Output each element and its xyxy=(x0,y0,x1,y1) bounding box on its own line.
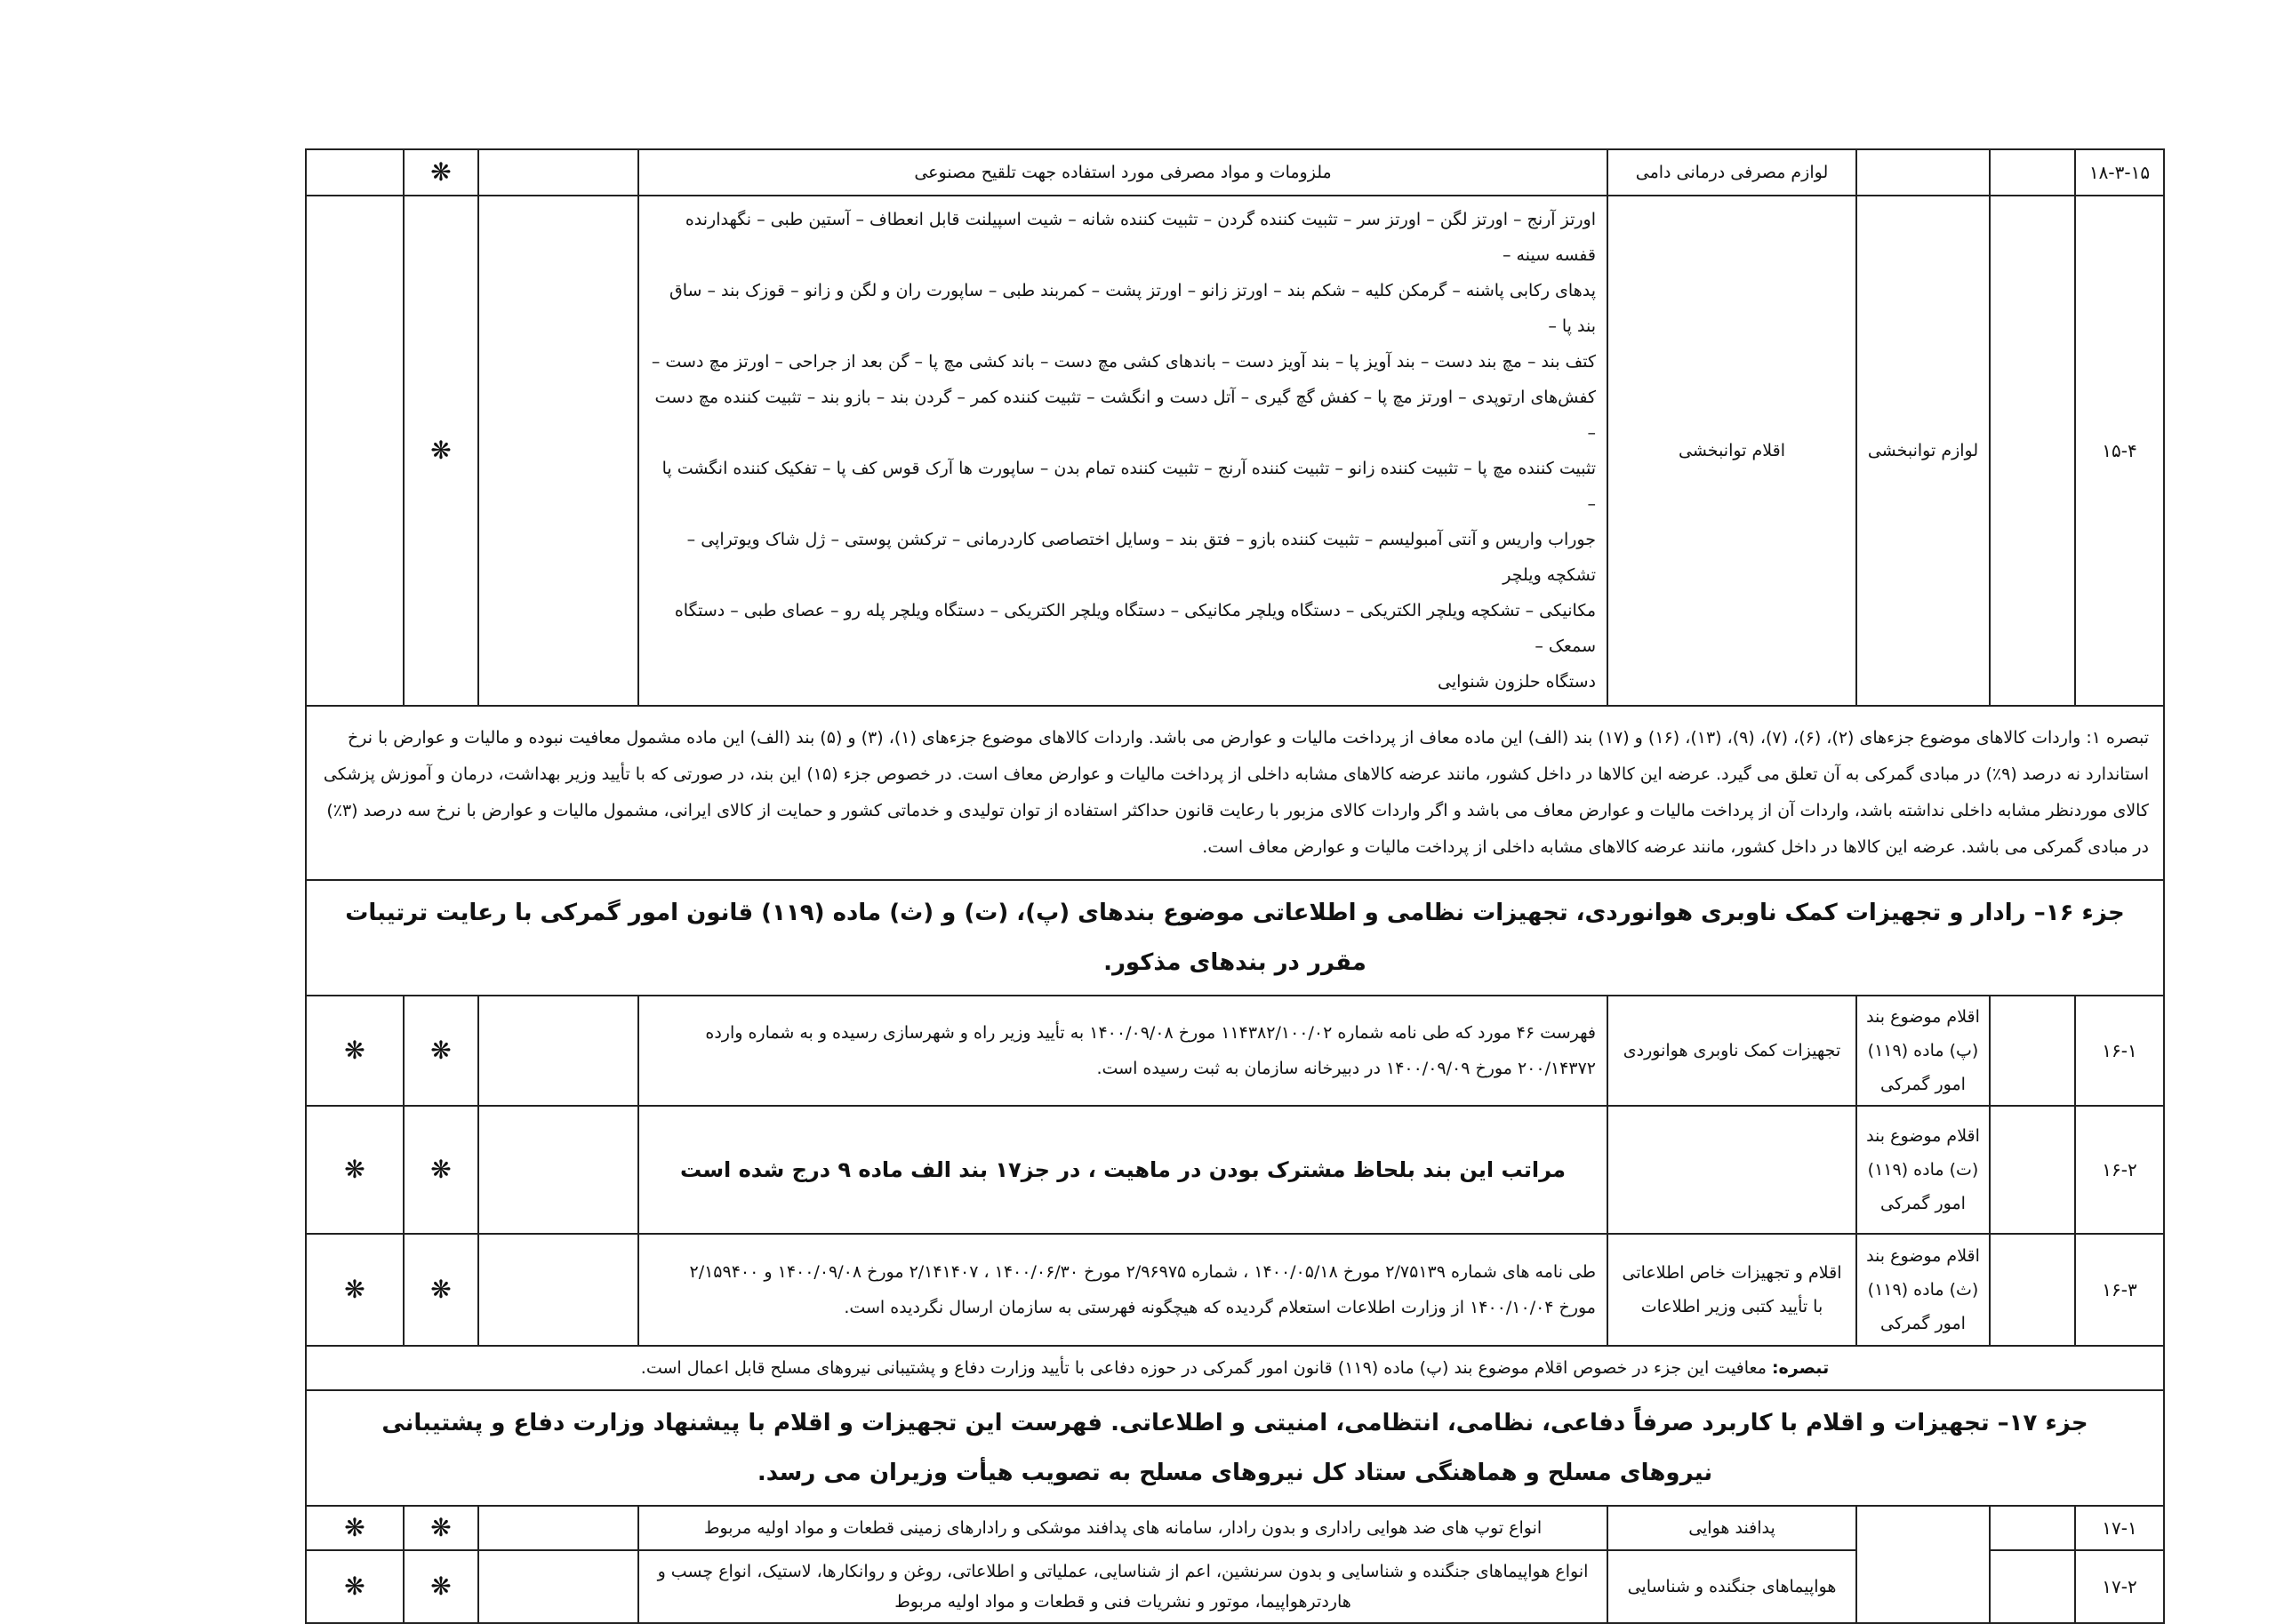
asterisk-mark-icon: ❋ xyxy=(306,1550,404,1623)
note-label: تبصره: xyxy=(1771,1358,1830,1378)
item-description: انواع هواپیماهای جنگنده و شناسایی و بدون سرنشین، اعم از شناسایی، عملیاتی و اطلاعاتی، روغن و روانکارها، لاستیک، انواع چسب و هاردترهواپیما، موتور و نشریات فنی و قطعات و مواد اولیه مربوط xyxy=(638,1550,1607,1623)
item-name: لوازم مصرفی درمانی دامی xyxy=(1607,149,1856,196)
item-group: اقلام موضوع بند (ث) ماده (۱۱۹) امور گمرکی xyxy=(1856,1234,1990,1346)
item-code: ۱۸-۳-۱۵ xyxy=(2075,149,2164,196)
note-text: معافیت این جزء در خصوص اقلام موضوع بند (پ) ماده (۱۱۹) قانون امور گمرکی در حوزه دفاعی با تأیید وزارت دفاع و پشتیبانی نیروهای مسلح قابل اعمال است. xyxy=(640,1358,1767,1378)
empty-cell xyxy=(1990,149,2075,196)
item-group: اقلام موضوع بند (پ) ماده (۱۱۹) امور گمرکی xyxy=(1856,996,1990,1106)
empty-cell xyxy=(478,1234,638,1346)
empty-cell xyxy=(1990,1506,2075,1550)
empty-cell xyxy=(1990,1550,2075,1623)
empty-cell xyxy=(306,196,404,706)
description-line: کفش‌های ارتوپدی – اورتز مچ پا – کفش گچ گیری – آتل دست و انگشت – تثبیت کننده کمر – گردن بند – بازو بند – تثبیت کننده مچ دست – xyxy=(654,388,1596,443)
item-group: لوازم توانبخشی xyxy=(1856,196,1990,706)
description-line: جوراب واریس و آنتی آمبولیسم – تثبیت کننده بازو – فتق بند – وسایل اختصاصی کاردرمانی – ترکشن پوستی – ژل شاک ویوتراپی – تشکچه ویلچر xyxy=(686,530,1596,585)
item-description: طی نامه های شماره ۲/۷۵۱۳۹ مورخ ۱۴۰۰/۰۵/۱۸ ، شماره ۲/۹۶۹۷۵ مورخ ۱۴۰۰/۰۶/۳۰ ، ۲/۱۴۱۴۰۷ مورخ ۱۴۰۰/۰۹/۰۸ و ۲/۱۵۹۴۰۰ مورخ ۱۴۰۰/۱۰/۰۴ از وزارت اطلاعات استعلام گردیده که هیچگونه فهرستی به سازمان ارسال نگردیده است. xyxy=(638,1234,1607,1346)
empty-cell xyxy=(1990,1234,2075,1346)
empty-cell xyxy=(478,196,638,706)
asterisk-mark-icon: ❋ xyxy=(404,1106,478,1234)
item-name: پدافند هوایی xyxy=(1607,1506,1856,1550)
description-line: تثبیت کننده مچ پا – تثبیت کننده زانو – تثبیت کننده آرنج – تثبیت کننده تمام بدن – ساپورت ها آرک قوس کف پا – تفکیک کننده انگشت پا – xyxy=(661,459,1596,514)
asterisk-mark-icon: ❋ xyxy=(306,1506,404,1550)
empty-cell xyxy=(478,996,638,1106)
description-line: کتف بند – مچ بند دست – بند آویز پا – بند آویز دست – باندهای کشی مچ دست – باند کشی مچ پا – گن بعد از جراحی – اورتز مچ دست – xyxy=(651,352,1596,372)
asterisk-mark-icon: ❋ xyxy=(404,196,478,706)
table-row xyxy=(306,149,2164,196)
item-code: ۱۶-۱ xyxy=(2075,996,2164,1106)
item-code: ۱۷-۱ xyxy=(2075,1506,2164,1550)
item-code: ۱۶-۲ xyxy=(2075,1106,2164,1234)
description-line: مکانیکی – تشکچه ویلچر الکتریکی – دستگاه ویلچر مکانیکی – دستگاه ویلچر الکتریکی – دستگاه ویلچر پله رو – عصای طبی – دستگاه سمعک – xyxy=(674,601,1596,656)
asterisk-mark-icon: ❋ xyxy=(306,1106,404,1234)
document-page xyxy=(305,148,2163,1624)
asterisk-mark-icon: ❋ xyxy=(404,1234,478,1346)
item-description: فهرست ۴۶ مورد که طی نامه شماره ۱۱۴۳۸۲/۱۰۰/۰۲ مورخ ۱۴۰۰/۰۹/۰۸ به تأیید وزیر راه و شهرسازی رسیده و به شماره وارده ۲۰۰/۱۴۳۷۲ مورخ ۱۴۰۰/۰۹/۰۹ در دبیرخانه سازمان به ثبت رسیده است. xyxy=(638,996,1607,1106)
description-line: دستگاه حلزون شنوایی xyxy=(1438,672,1596,692)
description-line: اورتز آرنج – اورتز لگن – اورتز سر – تثبیت کننده گردن – تثبیت کننده شانه – شیت اسپیلنت قابل انعطاف – آستین طبی – نگهدارنده قفسه سینه – xyxy=(685,210,1596,265)
table-row xyxy=(306,1390,2164,1506)
item-name: اقلام و تجهیزات خاص اطلاعاتی با تأیید کتبی وزیر اطلاعات xyxy=(1607,1234,1856,1346)
item-description: ملزومات و مواد مصرفی مورد استفاده جهت تلقیح مصنوعی xyxy=(638,149,1607,196)
note-paragraph xyxy=(306,1346,2164,1390)
item-code: ۱۵-۴ xyxy=(2075,196,2164,706)
asterisk-mark-icon: ❋ xyxy=(404,1550,478,1623)
item-group xyxy=(1856,149,1990,196)
asterisk-mark-icon: ❋ xyxy=(404,1506,478,1550)
part-heading: جزء ۱۷– تجهیزات و اقلام با کاربرد صرفاً دفاعی، نظامی، انتظامی، امنیتی و اطلاعاتی. فهرست این تجهیزات و اقلام با پیشنهاد وزارت دفاع و پشتیبانی نیروهای مسلح و هماهنگی ستاد کل نیروهای مسلح به تصویب هیأت وزیران می رسد. xyxy=(306,1390,2164,1506)
table-row xyxy=(306,1506,2164,1550)
description-line: پدهای رکابی پاشنه – گرمکن کلیه – شکم بند – اورتز زانو – اورتز پشت – کمربند طبی – ساپورت ران و لگن و زانو – قوزک بند – ساق بند پا – xyxy=(669,281,1596,336)
item-description: مراتب این بند بلحاظ مشترک بودن در ماهیت ، در جز۱۷ بند الف ماده ۹ درج شده است xyxy=(638,1106,1607,1234)
table-row xyxy=(306,1234,2164,1346)
table-row xyxy=(306,880,2164,996)
part-heading: جزء ۱۶– رادار و تجهیزات کمک ناوبری هوانوردی، تجهیزات نظامی و اطلاعاتی موضوع بندهای (پ)، (ت) و (ث) ماده (۱۱۹) قانون امور گمرکی با رعایت ترتیبات مقرر در بندهای مذکور. xyxy=(306,880,2164,996)
note-paragraph: تبصره ۱: واردات کالاهای موضوع جزءهای (۲)، (۶)، (۷)، (۹)، (۱۳)، (۱۶) و (۱۷) بند (الف) این ماده معاف از پرداخت مالیات و عوارض می باشد. واردات کالاهای موضوع جزءهای (۱)، (۳) و (۵) بند (الف) این ماده مشمول معافیت نبوده و مالیات و عوارض با نرخ استاندارد نه درصد (۹٪) در مبادی گمرکی به آن تعلق می گیرد. عرضه این کالاها در داخل کشور، مانند عرضه کالاهای مشابه داخلی از پرداخت مالیات و عوارض معاف است. در خصوص جزء (۱۵) این بند، در صورتی که با تأیید وزیر بهداشت، درمان و آموزش پزشکی کالای موردنظر مشابه داخلی نداشته باشد، واردات آن از پرداخت مالیات و عوارض معاف می باشد و اگر واردات کالای مزبور با رعایت قانون حداکثر استفاده از توان تولیدی و خدماتی کشور و حمایت از کالای ایرانی، مشمول مالیات و عوارض با نرخ سه درصد (۳٪) در مبادی گمرکی می باشد. عرضه این کالاها در داخل کشور، مانند عرضه کالاهای مشابه داخلی از پرداخت مالیات و عوارض معاف است. xyxy=(306,706,2164,880)
item-name: تجهیزات کمک ناوبری هوانوردی xyxy=(1607,996,1856,1106)
empty-cell xyxy=(1990,1106,2075,1234)
empty-cell xyxy=(478,149,638,196)
item-name: هواپیماهای جنگنده و شناسایی xyxy=(1607,1550,1856,1623)
asterisk-mark-icon: ❋ xyxy=(404,149,478,196)
empty-cell xyxy=(1990,996,2075,1106)
empty-cell xyxy=(478,1550,638,1623)
empty-cell xyxy=(1990,196,2075,706)
item-code: ۱۷-۲ xyxy=(2075,1550,2164,1623)
table-row xyxy=(306,996,2164,1106)
empty-cell xyxy=(478,1506,638,1550)
item-description xyxy=(638,196,1607,706)
tariff-exemption-table xyxy=(305,148,2165,1624)
empty-cell xyxy=(478,1106,638,1234)
table-row xyxy=(306,1106,2164,1234)
item-description: انواع توپ های ضد هوایی راداری و بدون رادار، سامانه های پدافند موشکی و رادارهای زمینی قطعات و مواد اولیه مربوط xyxy=(638,1506,1607,1550)
table-row xyxy=(306,1346,2164,1390)
item-name: اقلام توانبخشی xyxy=(1607,196,1856,706)
item-code: ۱۶-۳ xyxy=(2075,1234,2164,1346)
item-group: اقلام موضوع بند (ت) ماده (۱۱۹) امور گمرکی xyxy=(1856,1106,1990,1234)
asterisk-mark-icon: ❋ xyxy=(404,996,478,1106)
item-group xyxy=(1856,1506,1990,1623)
empty-cell xyxy=(306,149,404,196)
item-name xyxy=(1607,1106,1856,1234)
asterisk-mark-icon: ❋ xyxy=(306,996,404,1106)
table-row xyxy=(306,196,2164,706)
table-row xyxy=(306,706,2164,880)
asterisk-mark-icon: ❋ xyxy=(306,1234,404,1346)
